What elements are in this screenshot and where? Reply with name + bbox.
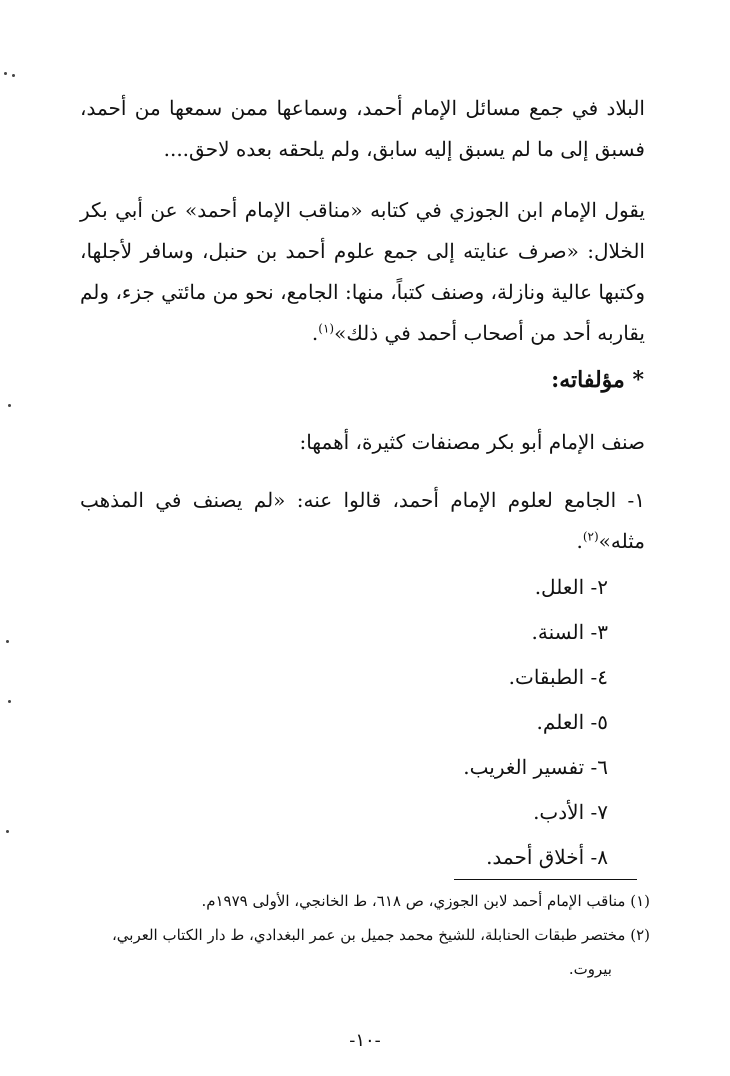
- footnote-ref-2: (٢): [582, 529, 599, 544]
- list-item: ٦- تفسير الغريب.: [463, 755, 608, 779]
- works-item-1-text: ١- الجامع لعلوم الإمام أحمد، قالوا عنه: «لم يصنف في المذهب مثله»: [80, 488, 645, 553]
- list-item: ٨- أخلاق أحمد.: [486, 845, 608, 869]
- scan-speck: [8, 404, 11, 407]
- footnote-divider: [454, 879, 637, 880]
- list-item: ٢- العلل.: [534, 575, 608, 599]
- paragraph-intro: [80, 88, 645, 170]
- scan-speck: [6, 830, 9, 833]
- scan-speck: [4, 72, 7, 75]
- scan-speck: [8, 700, 11, 703]
- paragraph-ibn-jawzi-quote: [80, 190, 645, 354]
- works-list: [463, 565, 608, 880]
- footnote-1: (١) مناقب الإمام أحمد لابن الجوزي، ص ٦١٨، ط الخانجي، الأولى ١٩٧٩م.: [201, 892, 650, 910]
- works-list-item-1: [80, 480, 645, 562]
- footnote-2: (٢) مختصر طبقات الحنابلة، للشيخ محمد جميل بن عمر البغدادي، ط دار الكتاب العربي،: [111, 926, 650, 944]
- page-number: -١٠-: [349, 1030, 381, 1051]
- footnote-ref-1: (١): [318, 321, 335, 336]
- paragraph-works-intro-text: صنف الإمام أبو بكر مصنفات كثيرة، أهمها:: [299, 430, 645, 454]
- list-item: ٣- السنة.: [531, 620, 608, 644]
- works-item-1-end: .: [576, 529, 583, 553]
- paragraph-quote-text: يقول الإمام ابن الجوزي في كتابه «مناقب الإمام أحمد» عن أبي بكر الخلال: «صرف عنايته إلى جمع علوم أحمد بن حنبل، وسافر لأجلها، وكتبها عالية ونازلة، وصنف كتباً، منها: الجامع، نحو من مائتي جزء، ولم يقاربه أحد من أصحاب أحمد في ذلك»: [80, 198, 645, 345]
- list-item: ٤- الطبقات.: [508, 665, 608, 689]
- paragraph-works-intro: [80, 422, 645, 463]
- footnote-2-continued: بيروت.: [568, 960, 612, 978]
- paragraph-quote-end: .: [311, 321, 319, 345]
- section-heading-works: * مؤلفاته:: [551, 367, 644, 393]
- scan-speck: [6, 640, 9, 643]
- paragraph-intro-text: البلاد في جمع مسائل الإمام أحمد، وسماعها ممن سمعها من أحمد، فسبق إلى ما لم يسبق إليه سابق، ولم يلحقه بعده لاحق....: [80, 96, 645, 161]
- footnotes: [80, 884, 650, 986]
- list-item: ٥- العلم.: [536, 710, 608, 734]
- scan-speck: [12, 74, 15, 77]
- list-item: ٧- الأدب.: [533, 800, 608, 824]
